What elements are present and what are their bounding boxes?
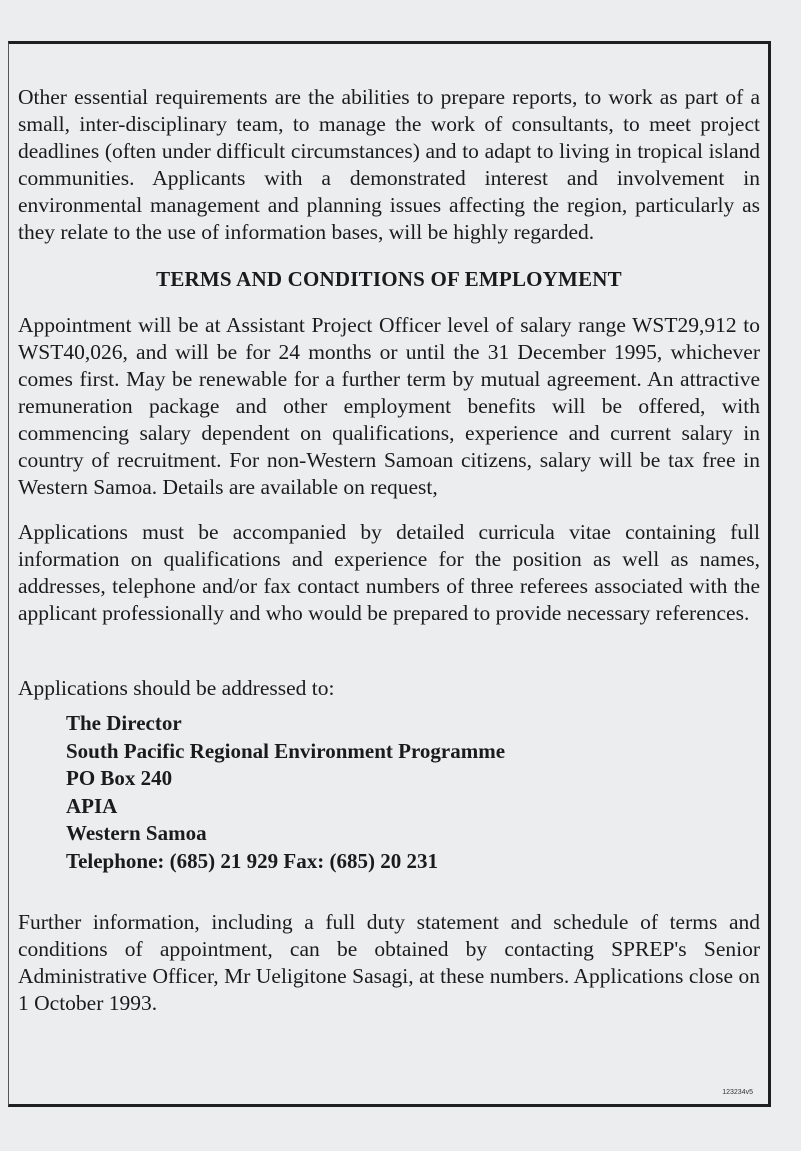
appointment-paragraph: Appointment will be at Assistant Project Officer level of salary range WST29,912 to WST40,026, and will be for 24 months or until the 31 December 1995, whichever comes first. May be renewable for a further term by mutual agreement. An attractive remuneration package and other employment benefits will be offered, with commencing salary dependent on qualifications, experience and current salary in country of recruitment. For non-Western Samoan citizens, salary will be tax free in Western Samoa. Details are available on request, <box>18 313 760 499</box>
address-intro: Applications should be addressed to: <box>18 676 335 700</box>
section-heading-terms: TERMS AND CONDITIONS OF EMPLOYMENT <box>156 267 622 291</box>
address-phone-fax: Telephone: (685) 21 929 Fax: (685) 20 231 <box>66 848 438 873</box>
address-recipient: The Director <box>66 711 182 735</box>
address-country: Western Samoa <box>66 821 207 845</box>
address-organization: South Pacific Regional Environment Programme <box>66 738 506 763</box>
document-code: 123234v5 <box>722 1089 753 1096</box>
document-body <box>18 84 760 1017</box>
requirements-paragraph: Other essential requirements are the abilities to prepare reports, to work as part of a small, inter-disciplinary team, to manage the work of consultants, to meet project deadlines (often under difficult circumstances) and to adapt to living in tropical island communities. Applicants with a demonstrated interest and involvement in environmental management and planning issues affecting the region, particularly as they relate to the use of information bases, will be highly regarded. <box>18 85 760 244</box>
mailing-address <box>18 710 760 875</box>
address-city: APIA <box>66 793 118 818</box>
address-po-box: PO Box 240 <box>66 766 173 790</box>
further-info-paragraph: Further information, including a full duty statement and schedule of terms and conditions of appointment, can be obtained by contacting SPREP's Senior Administrative Officer, Mr Ueligitone Sasagi, at these numbers. Applications close on 1 October 1993. <box>18 910 760 1015</box>
applications-paragraph: Applications must be accompanied by detailed curricula vitae containing full information on qualifications and experience for the position as well as names, addresses, telephone and/or fax contact numbers of three referees associated with the applicant professionally and who would be prepared to provide necessary references. <box>18 520 760 625</box>
